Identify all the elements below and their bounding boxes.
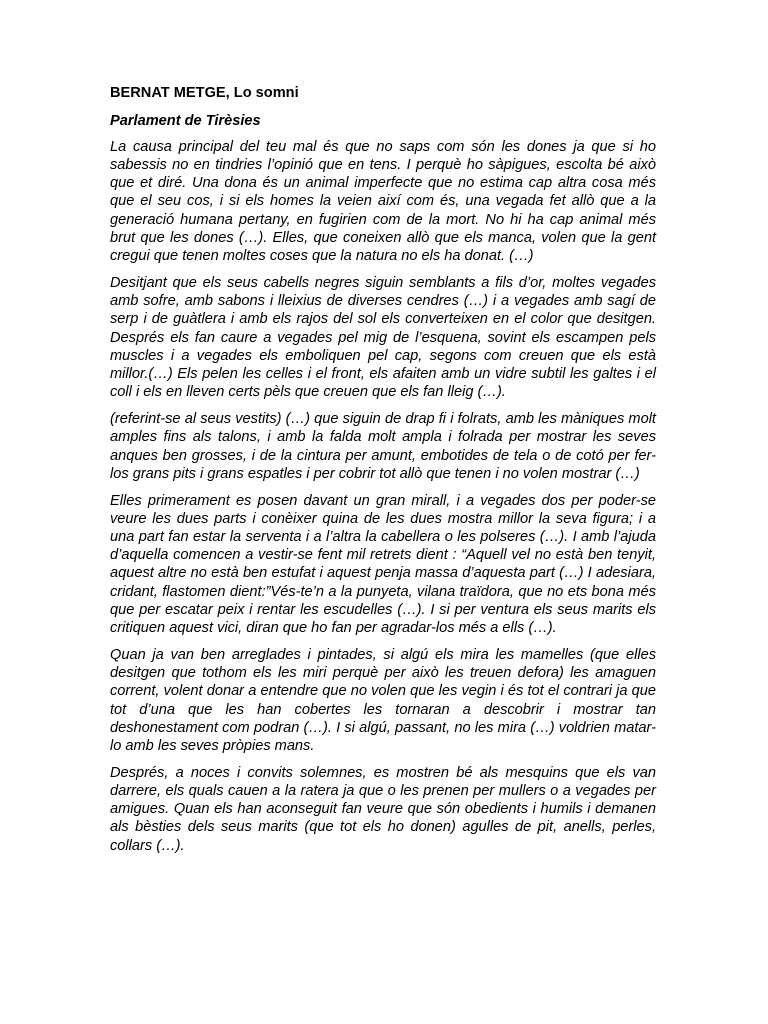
document-title: BERNAT METGE, Lo somni [110,85,299,101]
paragraph-3: (referint-se al seus vestits) (…) que siguin de drap fi i folrats, amb les màniques molt amples fins als talons, i amb la falda molt ampla i folrada per mostrar les seves anques ben grosses, i de la cintura per amunt, embotides de tela o de cotó per fer-los grans pits i grans espatles i per cobrir tot allò que tenen i no volen mostrar (…) [110,411,656,482]
paragraph-6: Després, a noces i convits solemnes, es mostren bé als mesquins que els van darrere, els quals cauen a la ratera ja que o les prenen per mullers o a vegades per amigues. Quan els han aconseguit fan veure que són obedients i humils i demanen als bèsties dels seus marits (que tot els ho donen) agulles de pit, anells, perles, collars (…). [110,765,656,854]
paragraph-2: Desitjant que els seus cabells negres siguin semblants a fils d’or, moltes vegades amb sofre, amb sabons i lleixius de diverses cendres (…) i a vegades amb sagí de serp i de guàtlera i amb els rajos del sol els converteixen en el color que desitgen. Després els fan caure a vegades pel mig de l’esquena, sovint els escampen pels muscles i a vegades els emboliquen pel cap, segons com creuen que els està millor.(…) Els pelen les celles i el front, els afaiten amb un vidre subtil les galtes i el coll i els en lleven certs pèls que creuen que els fan lleig (…). [110,275,656,401]
paragraph-1: La causa principal del teu mal és que no saps com són les dones ja que si ho sabessis no en tindries l’opinió que en tens. I perquè ho sàpigues, escolta bé això que et diré. Una dona és un animal imperfecte que no estima cap altra cosa més que el seu cos, i si els homes la veien així com és, una vegada fet allò que a la generació humana pertany, en fugirien com de la mort. No hi ha cap animal més brut que les dones (…). Elles, que coneixen allò que els manca, volen que la gent cregui que tenen moltes coses que la natura no els ha donat. (…) [110,139,656,264]
paragraph-4: Elles primerament es posen davant un gran mirall, i a vegades dos per poder-se veure les dues parts i conèixer quina de les dues mostra millor la seva figura; i a una part fan estar la serventa i a l’altra la cabellera o les polseres (…). I amb l’ajuda d’aquella comencen a vestir-se fent mil retrets dient : “Aquell vel no està ben tenyit, aquest altre no està ben estufat i aquest penja massa d’aquesta part (…) I adesiara, cridant, flastomen dient:”Vés-te’n a la punyeta, vilana traïdora, que no ets bona més que per escatar peix i rentar les escudelles (…). I si per ventura els seus marits els critiquen aquest vici, diran que ho fan per agradar-los més a ells (…). [110,492,656,636]
paragraph-5: Quan ja van ben arreglades i pintades, si algú els mira les mamelles (que elles desitgen que tothom els les miri perquè per això les treuen defora) les amaguen corrent, volent donar a entendre que no volen que les vegin i és tot el contrari ja que tot d’una que les han cobertes les tornaran a descobrir i mostrar tan deshonestament com podran (…). I si algú, passant, no les mira (…) voldrien matar-lo amb les seves pròpies mans. [110,647,656,754]
document-subtitle: Parlament de Tirèsies [110,113,261,129]
